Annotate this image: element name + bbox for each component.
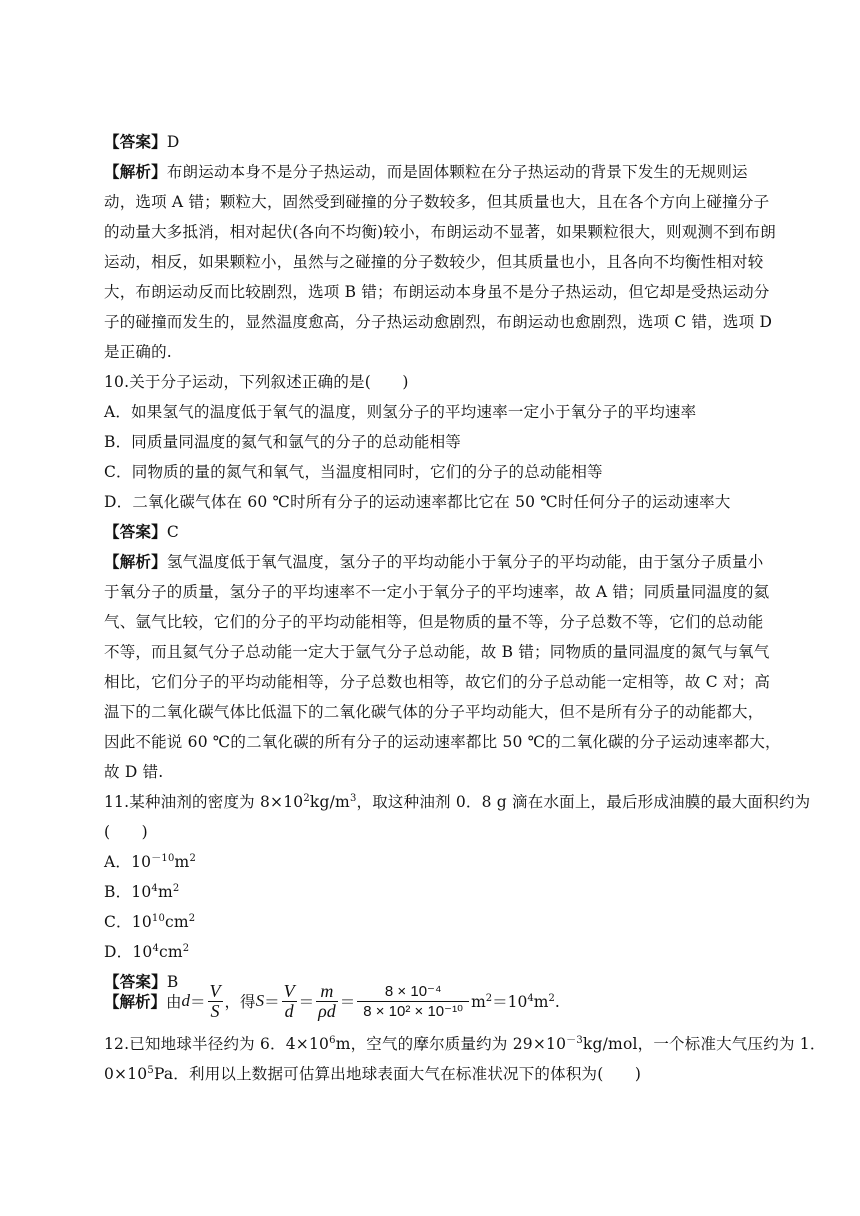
q12-stem-line1: 12.已知地球半径约为 6．$4\times 10^6m$，空气的摩尔质量约为 $29\times 10^{-3}kg$/mol，一个标准大气压约为 1． — [104, 1035, 826, 1053]
q10-analysis-line: 【解析】氢气温度低于氧气温度，氢分子的平均动能小于氧分子的平均动能，由于氢分子质量小 — [104, 552, 764, 571]
fraction-m-over-rhod: $\frac{m}{\rho d}$ — [318, 980, 336, 1021]
q9-analysis-line: 的动量大多抵消，相对起伏(各向不均衡)较小，布朗运动不显著，如果颗粒很大，则观测不到布朗 — [104, 223, 776, 241]
q9-analysis-line: 子的碰撞而发生的，显然温度愈高，分子热运动愈剧烈，布朗运动也愈剧烈，选项 C 错，选项 D — [104, 313, 773, 331]
answer-value: D — [166, 133, 180, 151]
q11-option-d: D．$10^4cm^2$ — [104, 943, 190, 961]
q9-analysis-line: 动，选项 A 错；颗粒大，固然受到碰撞的分子数较多，但其质量也大，且在各个方向上碰撞分子 — [104, 193, 770, 211]
q10-analysis-line: 故 D 错. — [104, 763, 164, 781]
q11-option-b: B．$10^4m^2$ — [104, 883, 180, 901]
analysis-label: 【解析】 — [104, 162, 167, 181]
q9-answer — [104, 132, 760, 152]
answer-value: B — [166, 973, 179, 991]
q9-analysis-line: 大，布朗运动反而比较剧烈，选项 B 错；布朗运动本身虽不是分子热运动，但它却是受热运动分 — [104, 283, 770, 301]
fraction-numeric: $\frac{\text{8 × 10⁻⁴}}{\text{8 × 10² × 10⁻¹⁰}}$ — [357, 982, 469, 1021]
fraction-v-over-s: $\frac{V}{S}$ — [209, 980, 221, 1021]
answer-value: C — [166, 523, 179, 541]
q11-stem-paren: ( ) — [104, 823, 148, 841]
q10-option-c: C．同物质的量的氮气和氧气，当温度相同时，它们的分子的总动能相等 — [104, 463, 603, 481]
q10-analysis-line: 不等，而且氦气分子总动能一定大于氩气分子总动能，故 B 错；同物质的量同温度的氮气与氧气 — [104, 643, 770, 661]
q10-analysis-line: 相比，它们分子的平均动能相等，分子总数也相等，故它们的分子总动能一定相等，故 C 对；高 — [104, 673, 771, 691]
equation-result: $m^2=10^4m^2$. — [471, 993, 560, 1011]
q10-option-b: B．同质量同温度的氦气和氩气的分子的总动能相等 — [104, 433, 461, 451]
analysis-label: 【解析】 — [104, 552, 167, 571]
q10-option-a: A．如果氢气的温度低于氧气的温度，则氢分子的平均速率一定小于氧分子的平均速率 — [104, 403, 697, 421]
q10-analysis-line: 气、氩气比较，它们的分子的平均动能相等，但是物质的量不等，分子总数不等，它们的总动能 — [104, 613, 764, 631]
q11-option-a: A．$10^{-10}m^2$ — [104, 853, 197, 871]
analysis-label: 【解析】 — [104, 992, 167, 1011]
answer-label: 【答案】 — [104, 522, 167, 541]
q11-option-c: C．$10^{10}cm^2$ — [104, 913, 196, 931]
q11-analysis-equation: 【解析】 由 d ＝ $\frac{V}{S}$ ，得 S ＝ $\frac{V}{d}$ ＝ $\frac{m}{\rho d}$ ＝ $\frac{\text{8 × 10⁻⁴}}{\text{8 × 10² × 10⁻¹⁰}}$ $m^2=10^4m^2$. — [104, 980, 560, 1021]
q10-answer — [104, 522, 760, 542]
q10-analysis-line: 温下的二氧化碳气体比低温下的二氧化碳气体的分子平均动能大，但不是所有分子的动能都大， — [104, 703, 764, 721]
fraction-v-over-d: $\frac{V}{d}$ — [283, 980, 295, 1021]
q10-stem: 10.关于分子运动，下列叙述正确的是( ) — [104, 373, 409, 391]
answer-label: 【答案】 — [104, 132, 167, 151]
q11-stem: 11.某种油剂的密度为 $8\times 10^2kg/m^3$，取这种油剂 0．8 g 滴在水面上，最后形成油膜的最大面积约为 — [104, 793, 811, 811]
q9-analysis-line: 【解析】布朗运动本身不是分子热运动，而是固体颗粒在分子热运动的背景下发生的无规则运 — [104, 162, 748, 181]
q10-analysis-line: 因此不能说 60 ℃的二氧化碳的所有分子的运动速率都比 50 ℃的二氧化碳的分子运动速率都大， — [104, 733, 781, 751]
q9-analysis-line: 是正确的. — [104, 343, 172, 361]
q10-analysis-line: 于氧分子的质量，氢分子的平均速率不一定小于氧分子的平均速率，故 A 错；同质量同温度的氦 — [104, 583, 770, 601]
q9-analysis-line: 运动，相反，如果颗粒小，虽然与之碰撞的分子数较少，但其质量也小，且各向不均衡性相对较 — [104, 253, 764, 271]
q10-option-d: D．二氧化碳气体在 60 ℃时所有分子的运动速率都比它在 50 ℃时任何分子的运动速率大 — [104, 493, 731, 511]
q12-stem-line2: $0\times 10^5Pa$．利用以上数据可估算出地球表面大气在标准状况下的体积为( ) — [104, 1065, 642, 1083]
answer-label: 【答案】 — [104, 972, 167, 991]
